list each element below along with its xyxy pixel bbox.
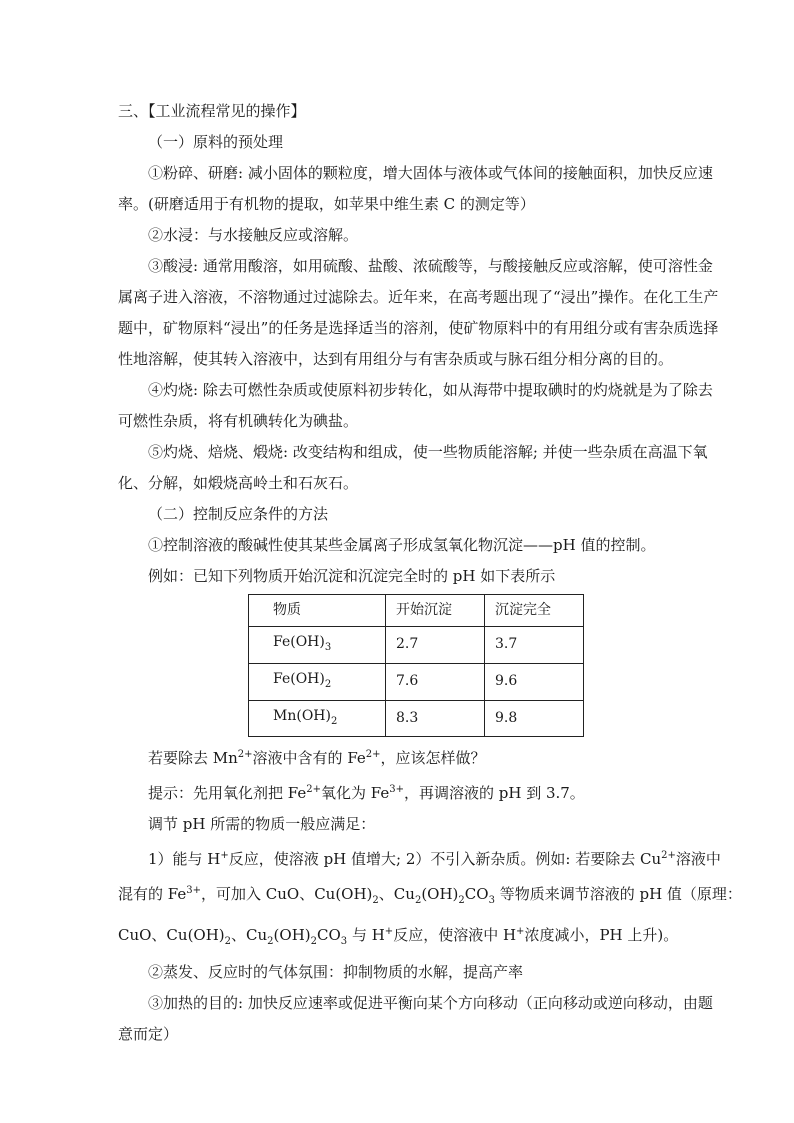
paragraph-atmosphere: ②蒸发、反应时的气体氛围：抑制物质的水解，提高产率 [148, 963, 524, 982]
paragraph-example: 例如：已知下列物质开始沉淀和沉淀完全时的 pH 如下表所示 [148, 567, 556, 585]
subsection-title-pretreatment: （一）原料的预处理 [148, 133, 284, 151]
paragraph-heating-line2: 意而定） [118, 1025, 179, 1044]
paragraph-acid-leach-line4: 性地溶解，使其转入溶液中，达到有用组分与有害杂质或与脉石组分相分离的目的。 [118, 350, 674, 368]
table-cell-start-ph: 8.3 [386, 700, 485, 737]
section-title: 三、【工业流程常见的操作】 [118, 102, 306, 120]
conditions-line2: 混有的 $Fe^{3+}$，可加入 CuO、$Cu(OH)_2$、$Cu_2(OH)_2CO_3$ 等物质来调节溶液的 pH 值（原理： [118, 885, 742, 907]
table-header-cell: 物质 [249, 595, 386, 627]
conditions-line3: CuO、$Cu(OH)_2$、$Cu_2(OH)_2CO_3$ 与 H+反应，使溶液中 H+浓度减小，PH 上升)。 [118, 926, 679, 948]
table-row [249, 627, 584, 664]
paragraph-burning-line2: 可燃性杂质，将有机碘转化为碘盐。 [118, 412, 359, 430]
paragraph-water-leach: ②水浸：与水接触反应或溶解。 [148, 226, 359, 244]
table-cell-end-ph: 3.7 [485, 627, 584, 664]
table-header-row [249, 595, 584, 627]
paragraph-acid-leach-line3: 题中，矿物原料“浸出”的任务是选择适当的溶剂，使矿物原料中的有用组分或有害杂质选择 [118, 319, 719, 337]
conditions-line1: 1）能与 H+反应，使溶液 pH 值增大; 2）不引入新杂质。例如: 若要除去 $Cu^{2+}$溶液中 [148, 850, 721, 869]
paragraph-calcination-line2: 化、分解，如煅烧高岭土和石灰石。 [118, 474, 359, 492]
paragraph-ph-control: ①控制溶液的酸碱性使其某些金属离子形成氢氧化物沉淀——pH 值的控制。 [148, 536, 656, 554]
subsection-title-conditions: （二）控制反应条件的方法 [148, 505, 329, 523]
document-page [118, 96, 742, 1050]
table-row [249, 700, 584, 737]
paragraph-calcination-line1: ⑤灼烧、焙烧、煅烧: 改变结构和组成，使一些物质能溶解; 并使一些杂质在高温下氧 [148, 443, 708, 461]
paragraph-heating-line1: ③加热的目的: 加快反应速率或促进平衡向某个方向移动（正向移动或逆向移动，由题 [148, 994, 713, 1013]
paragraph-acid-leach-line1: ③酸浸: 通常用酸溶，如用硫酸、盐酸、浓硫酸等，与酸接触反应或溶解，使可溶性金 [148, 257, 713, 275]
table-cell-end-ph: 9.8 [485, 700, 584, 737]
paragraph-acid-leach-line2: 属离子进入溶液，不溶物通过过滤除去。近年来，在高考题出现了“浸出”操作。在化工生产 [118, 288, 719, 306]
paragraph-grinding-line1: ①粉碎、研磨: 减小固体的颗粒度，增大固体与液体或气体间的接触面积，加快反应速 [148, 164, 713, 182]
table-row [249, 663, 584, 700]
paragraph-grinding-line2: 率。(研磨适用于有机物的提取，如苹果中维生素 C 的测定等） [118, 195, 535, 213]
table-cell-end-ph: 9.6 [485, 663, 584, 700]
table-cell-substance: $Mn(OH)_2$ [249, 700, 386, 737]
table-cell-substance: $Fe(OH)_3$ [249, 627, 386, 664]
paragraph-burning-line1: ④灼烧: 除去可燃性杂质或使原料初步转化，如从海带中提取碘时的灼烧就是为了除去 [148, 381, 713, 399]
table-cell-substance: $Fe(OH)_2$ [249, 663, 386, 700]
adjust-ph-title: 调节 pH 所需的物质一般应满足： [148, 815, 376, 834]
table-header-cell: 开始沉淀 [386, 595, 485, 627]
hint-line: 提示：先用氧化剂把 $Fe^{2+}$氧化为 $Fe^{3+}$，再调溶液的 pH 到 3.7。 [148, 784, 585, 803]
ph-table [248, 594, 584, 737]
table-cell-start-ph: 7.6 [386, 663, 485, 700]
table-header-cell: 沉淀完全 [485, 595, 584, 627]
question-line: 若要除去 $Mn^{2+}$溶液中含有的 $Fe^{2+}$，应该怎样做？ [148, 749, 486, 768]
table-cell-start-ph: 2.7 [386, 627, 485, 664]
